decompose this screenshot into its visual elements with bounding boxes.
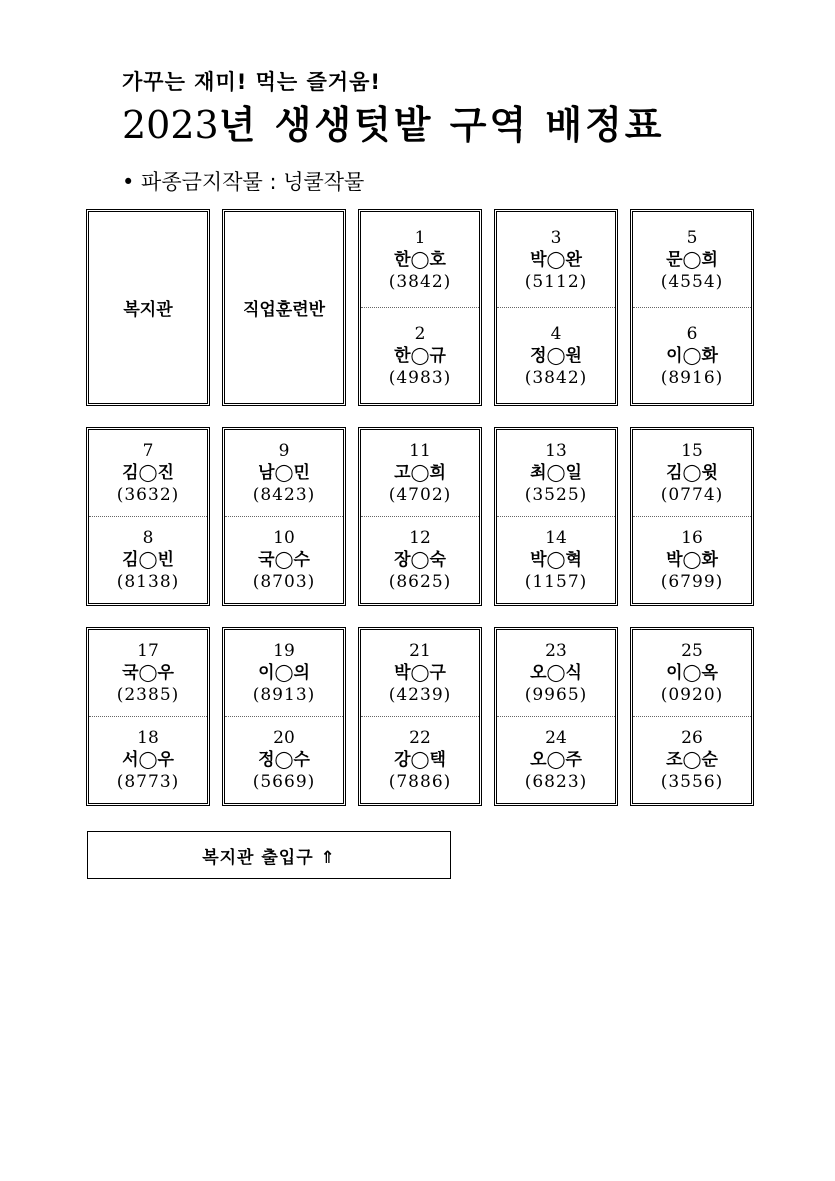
plot-24 [497, 716, 615, 803]
plot-cell [494, 209, 618, 406]
plot-phone: (3842) [388, 271, 452, 292]
plot-number: 4 [550, 323, 562, 344]
plot-owner: 고◯희 [394, 463, 446, 483]
plot-owner: 박◯화 [666, 550, 718, 570]
plot-cell [630, 427, 754, 606]
plot-5 [633, 212, 751, 307]
plot-phone: (8703) [252, 572, 316, 592]
plot-number: 14 [545, 528, 567, 548]
plot-phone: (3842) [524, 367, 588, 388]
plot-cell [494, 427, 618, 606]
plot-number: 3 [550, 227, 562, 248]
plot-number: 5 [686, 227, 698, 248]
plot-26 [633, 716, 751, 803]
plot-owner: 이◯옥 [666, 663, 718, 683]
plot-number: 22 [409, 728, 431, 748]
plot-phone: (8916) [660, 367, 724, 388]
plot-phone: (4983) [388, 367, 452, 388]
plot-owner: 김◯빈 [122, 550, 174, 570]
planting-note: • 파종금지작물 : 넝쿨작물 [122, 170, 365, 194]
plot-cell [222, 427, 346, 606]
plot-phone: (4239) [388, 685, 452, 705]
plot-18 [89, 716, 207, 803]
plot-owner: 김◯진 [122, 463, 174, 483]
plot-owner: 정◯원 [530, 345, 582, 366]
plot-number: 16 [681, 528, 703, 548]
plot-owner: 한◯규 [394, 345, 446, 366]
title-text: 년 생생텃밭 구역 배정표 [218, 103, 665, 147]
plot-number: 1 [414, 227, 426, 248]
subtitle: 가꾸는 재미! 먹는 즐거움! [122, 70, 381, 94]
plot-20 [225, 716, 343, 803]
plot-owner: 장◯숙 [394, 550, 446, 570]
plot-number: 23 [545, 641, 567, 661]
plot-phone: (8773) [116, 772, 180, 792]
plot-phone: (9965) [524, 685, 588, 705]
plot-phone: (6799) [660, 572, 724, 592]
plot-number: 20 [273, 728, 295, 748]
plot-number: 25 [681, 641, 703, 661]
plot-row-1 [86, 209, 754, 406]
plot-owner: 오◯주 [530, 750, 582, 770]
plot-cell [222, 627, 346, 806]
plot-phone: (3525) [524, 485, 588, 505]
plot-9 [225, 430, 343, 516]
plot-21 [361, 630, 479, 716]
plot-8 [89, 516, 207, 603]
plot-phone: (8625) [388, 572, 452, 592]
plot-row-2 [86, 427, 754, 606]
plot-owner: 오◯식 [530, 663, 582, 683]
plot-owner: 박◯구 [394, 663, 446, 683]
plot-10 [225, 516, 343, 603]
plot-number: 9 [278, 441, 290, 461]
plot-row-3 [86, 627, 754, 806]
plot-phone: (1157) [524, 572, 588, 592]
plot-owner: 남◯민 [258, 463, 310, 483]
plot-4 [497, 307, 615, 403]
plot-17 [89, 630, 207, 716]
plot-phone: (4702) [388, 485, 452, 505]
entrance-box [87, 831, 451, 879]
plot-number: 12 [409, 528, 431, 548]
plot-number: 7 [142, 441, 154, 461]
plot-2 [361, 307, 479, 403]
plot-cell [494, 627, 618, 806]
plot-number: 2 [414, 323, 426, 344]
plot-owner: 정◯수 [258, 750, 310, 770]
plot-number: 13 [545, 441, 567, 461]
plot-number: 8 [142, 528, 154, 548]
plot-number: 17 [137, 641, 159, 661]
plot-owner: 국◯수 [258, 550, 310, 570]
plot-number: 10 [273, 528, 295, 548]
plot-number: 21 [409, 641, 431, 661]
plot-owner: 강◯택 [394, 750, 446, 770]
plot-22 [361, 716, 479, 803]
page-title [122, 94, 665, 149]
plot-phone: (0920) [660, 685, 724, 705]
plot-phone: (5669) [252, 772, 316, 792]
plot-cell [86, 627, 210, 806]
welfare-center-label: 복지관 [123, 300, 173, 320]
plot-phone: (0774) [660, 485, 724, 505]
plot-11 [361, 430, 479, 516]
plot-12 [361, 516, 479, 603]
plot-phone: (3556) [660, 772, 724, 792]
plot-cell [630, 209, 754, 406]
plot-cell [86, 427, 210, 606]
plot-14 [497, 516, 615, 603]
plot-number: 6 [686, 323, 698, 344]
plot-25 [633, 630, 751, 716]
entrance-label: 복지관 출입구 ⇑ [202, 847, 336, 868]
welfare-center-block [86, 209, 210, 406]
plot-cell [630, 627, 754, 806]
plot-grid [86, 209, 754, 827]
plot-phone: (6823) [524, 772, 588, 792]
plot-1 [361, 212, 479, 307]
plot-number: 19 [273, 641, 295, 661]
plot-6 [633, 307, 751, 403]
plot-16 [633, 516, 751, 603]
plot-owner: 서◯우 [122, 750, 174, 770]
title-year: 2023 [122, 103, 219, 147]
plot-phone: (8913) [252, 685, 316, 705]
plot-15 [633, 430, 751, 516]
plot-phone: (4554) [660, 271, 724, 292]
plot-number: 18 [137, 728, 159, 748]
plot-number: 24 [545, 728, 567, 748]
plot-13 [497, 430, 615, 516]
plot-3 [497, 212, 615, 307]
plot-phone: (2385) [116, 685, 180, 705]
plot-number: 26 [681, 728, 703, 748]
plot-owner: 박◯혁 [530, 550, 582, 570]
plot-owner: 이◯의 [258, 663, 310, 683]
plot-19 [225, 630, 343, 716]
plot-cell [358, 627, 482, 806]
plot-phone: (8138) [116, 572, 180, 592]
plot-number: 11 [409, 441, 431, 461]
plot-number: 15 [681, 441, 703, 461]
plot-owner: 최◯일 [530, 463, 582, 483]
vocational-class-block [222, 209, 346, 406]
vocational-class-label: 직업훈련반 [242, 300, 326, 320]
plot-owner: 김◯윗 [666, 463, 718, 483]
plot-phone: (3632) [116, 485, 180, 505]
plot-23 [497, 630, 615, 716]
plot-7 [89, 430, 207, 516]
plot-cell [358, 427, 482, 606]
plot-owner: 국◯우 [122, 663, 174, 683]
plot-owner: 문◯희 [666, 249, 718, 270]
plot-owner: 조◯순 [666, 750, 718, 770]
plot-phone: (8423) [252, 485, 316, 505]
plot-owner: 박◯완 [530, 249, 582, 270]
plot-owner: 이◯화 [666, 345, 718, 366]
plot-cell [358, 209, 482, 406]
plot-owner: 한◯호 [394, 249, 446, 270]
plot-phone: (7886) [388, 772, 452, 792]
plot-phone: (5112) [524, 271, 588, 292]
